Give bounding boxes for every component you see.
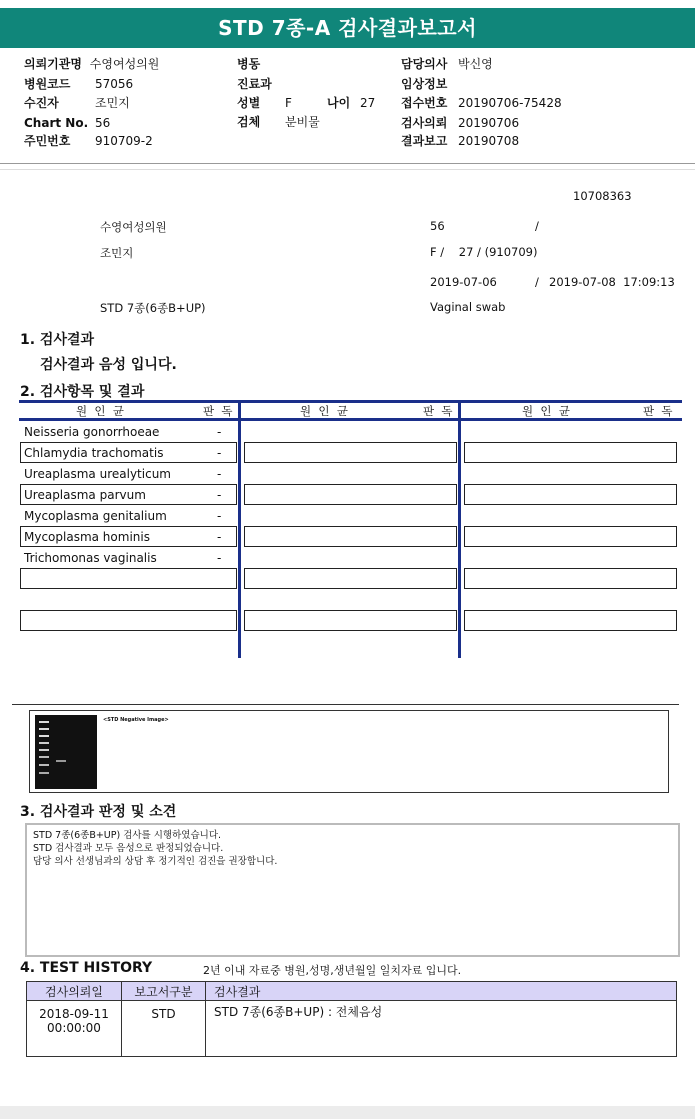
history-result: STD 7종(6종B+UP) : 전체음성 bbox=[206, 1001, 677, 1057]
header-chart-no: Chart No. 56 bbox=[24, 116, 111, 130]
organism-row-6: Mycoplasma hominis bbox=[24, 530, 150, 544]
opinion-line-3: 담당 의사 선생님과의 상담 후 정기적인 검진을 권장합니다. bbox=[33, 856, 278, 867]
header-divider-shadow bbox=[0, 169, 695, 170]
opinion-line-2: STD 검사결과 모두 음성으로 판정되었습니다. bbox=[33, 843, 224, 854]
header-requester: 의뢰기관명 수영여성의원 bbox=[24, 57, 160, 71]
header-patient: 수진자 조민지 bbox=[24, 96, 130, 110]
info-request-date: 2019-07-06 bbox=[430, 275, 497, 289]
result-row-2: - bbox=[217, 446, 222, 460]
organism-row-7: Trichomonas vaginalis bbox=[24, 551, 157, 565]
gel-image-frame bbox=[29, 710, 669, 793]
col-organism-header-3: 원 인 균 bbox=[522, 404, 570, 418]
result-row-5: - bbox=[217, 509, 222, 523]
history-date-cell bbox=[27, 1001, 122, 1057]
organism-row-2: Chlamydia trachomatis bbox=[24, 446, 164, 460]
info-patient: 조민지 bbox=[100, 246, 134, 260]
organism-row-4: Ureaplasma parvum bbox=[24, 488, 146, 502]
col-result-header-2: 판 독 bbox=[423, 404, 453, 418]
info-report-datetime: 2019-07-08 17:09:13 bbox=[549, 275, 675, 289]
opinion-line-1: STD 7종(6종B+UP) 검사를 시행하였습니다. bbox=[33, 830, 222, 841]
organism-row-1: Neisseria gonorrhoeae bbox=[24, 425, 160, 439]
result-row-3: - bbox=[217, 467, 222, 481]
history-time: 00:00:00 bbox=[47, 1021, 101, 1035]
organism-row-5: Mycoplasma genitalium bbox=[24, 509, 167, 523]
opinion-box bbox=[25, 823, 680, 957]
info-slash-2: / bbox=[535, 275, 539, 289]
info-specimen: Vaginal swab bbox=[430, 300, 506, 314]
row-box bbox=[464, 526, 677, 547]
header-sex: 성별 F bbox=[237, 96, 292, 110]
report-title: STD 7종-A 검사결과보고서 bbox=[0, 8, 695, 48]
header-id-number: 주민번호 910709-2 bbox=[24, 134, 153, 148]
row-box bbox=[20, 568, 237, 589]
info-hospital: 수영여성의원 bbox=[100, 220, 167, 234]
result-row-4: - bbox=[217, 488, 222, 502]
row-box bbox=[244, 526, 457, 547]
history-table bbox=[26, 981, 677, 1057]
header-department: 진료과 bbox=[237, 77, 272, 91]
row-box bbox=[464, 610, 677, 631]
row-box bbox=[244, 442, 457, 463]
header-divider bbox=[0, 163, 695, 164]
col-organism-header-2: 원 인 균 bbox=[300, 404, 348, 418]
result-row-6: - bbox=[217, 530, 222, 544]
col-organism-header-1: 원 인 균 bbox=[76, 404, 124, 418]
row-box bbox=[464, 568, 677, 589]
header-receipt-no: 접수번호 20190706-75428 bbox=[401, 96, 562, 110]
history-note: 2년 이내 자료중 병원,성명,생년월일 일치자료 입니다. bbox=[203, 964, 462, 977]
header-ward: 병동 bbox=[237, 57, 261, 71]
result-row-7: - bbox=[217, 551, 222, 565]
table-row bbox=[27, 1001, 677, 1057]
header-report-date: 결과보고 20190708 bbox=[401, 134, 520, 148]
header-age: 나이 27 bbox=[327, 96, 376, 110]
col-result-header-3: 판 독 bbox=[643, 404, 673, 418]
image-top-rule bbox=[12, 704, 679, 705]
row-box bbox=[464, 484, 677, 505]
history-type: STD bbox=[122, 1001, 206, 1057]
gel-electrophoresis-image bbox=[35, 715, 97, 789]
header-specimen: 검체 분비물 bbox=[237, 115, 320, 129]
info-test-name: STD 7종(6종B+UP) bbox=[100, 301, 206, 315]
section4-title: 4. TEST HISTORY bbox=[20, 960, 153, 976]
header-doctor: 담당의사 박신영 bbox=[401, 57, 493, 71]
organism-row-3: Ureaplasma urealyticum bbox=[24, 467, 171, 481]
row-box bbox=[244, 484, 457, 505]
result-row-1: - bbox=[217, 425, 222, 439]
row-box bbox=[244, 610, 457, 631]
report-code: 10708363 bbox=[573, 189, 632, 203]
section2-title: 2. 검사항목 및 결과 bbox=[20, 384, 145, 400]
header-request-date: 검사의뢰 20190706 bbox=[401, 116, 520, 130]
gel-image-caption: <STD Negative Image> bbox=[103, 717, 169, 723]
header-hospital-code: 병원코드 57056 bbox=[24, 77, 134, 91]
row-box bbox=[464, 442, 677, 463]
row-box bbox=[244, 568, 457, 589]
section1-title: 1. 검사결과 bbox=[20, 332, 95, 348]
header-clinical-info: 임상정보 bbox=[401, 77, 448, 91]
history-col-type: 보고서구분 bbox=[122, 982, 206, 1001]
history-col-result: 검사결과 bbox=[206, 982, 677, 1001]
info-sex-age: F / 27 / (910709) bbox=[430, 245, 538, 259]
info-slash: / bbox=[535, 219, 539, 233]
section3-title: 3. 검사결과 판정 및 소견 bbox=[20, 804, 177, 820]
info-chart: 56 bbox=[430, 219, 445, 233]
row-box bbox=[20, 610, 237, 631]
col-result-header-1: 판 독 bbox=[203, 404, 233, 418]
table-col-divider-1 bbox=[238, 400, 241, 658]
history-col-date: 검사의뢰일 bbox=[27, 982, 122, 1001]
table-col-divider-2 bbox=[458, 400, 461, 658]
history-date: 2018-09-11 bbox=[39, 1007, 109, 1021]
section1-result-text: 검사결과 음성 입니다. bbox=[40, 357, 177, 373]
